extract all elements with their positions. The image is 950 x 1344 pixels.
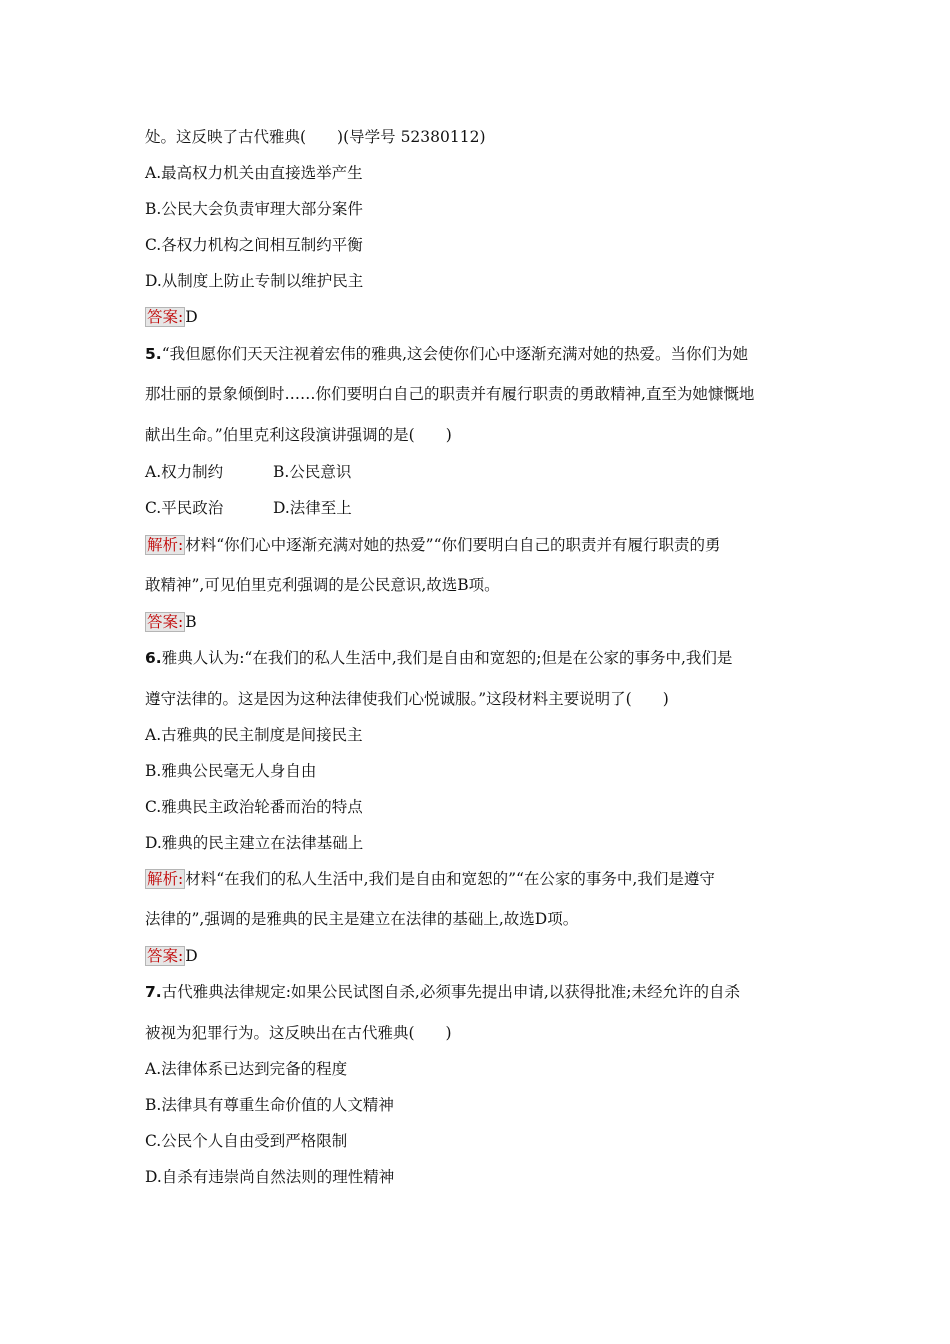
q5-options-row-1 [145,462,401,482]
q6-answer [145,946,198,966]
answer-value: D [185,947,198,965]
q5-option-c: C.平民政治 [145,499,224,517]
q5-option-b: B.公民意识 [273,463,352,481]
q7-stem-line-2: 被视为犯罪行为。这反映出在古代雅典( ) [145,1024,452,1042]
q5-stem-line-1: 5.“我但愿你们天天注视着宏伟的雅典,这会使你们心中逐渐充满对她的热爱。当你们为她 [145,345,749,363]
answer-value: D [185,308,198,326]
q7-option-d: D.自杀有违崇尚自然法则的理性精神 [145,1168,395,1186]
q7-option-c: C.公民个人自由受到严格限制 [145,1132,348,1150]
q5-option-a: A.权力制约 [145,463,224,481]
answer-label: 答案: [147,947,184,965]
q5-options-row-2 [145,498,401,518]
q4-option-c: C.各权力机构之间相互制约平衡 [145,236,363,254]
q4-option-a: A.最高权力机关由直接选举产生 [145,164,363,182]
q5-analysis-line-2: 敢精神”,可见伯里克利强调的是公民意识,故选B项。 [145,576,500,594]
answer-label: 答案: [147,308,184,326]
q6-stem-line-2: 遵守法律的。这是因为这种法律使我们心悦诚服。”这段材料主要说明了( ) [145,690,669,708]
q6-analysis-line-2: 法律的”,强调的是雅典的民主是建立在法律的基础上,故选D项。 [145,910,579,928]
question-number: 6. [145,649,162,667]
q7-option-a: A.法律体系已达到完备的程度 [145,1060,348,1078]
q5-stem-line-2: 那壮丽的景象倾倒时……你们要明白自己的职责并有履行职责的勇敢精神,直至为她慷慨地 [145,385,755,403]
q6-option-d: D.雅典的民主建立在法律基础上 [145,834,364,852]
q6-option-b: B.雅典公民毫无人身自由 [145,762,317,780]
q4-stem-tail: 处。这反映了古代雅典( )(导学号 52380112) [145,128,486,146]
analysis-label: 解析: [147,870,184,888]
question-number: 7. [145,983,162,1001]
q5-answer [145,612,197,632]
q5-analysis-line-1: 解析: 材料“你们心中逐渐充满对她的热爱”“你们要明白自己的职责并有履行职责的勇 [147,536,721,554]
q6-option-c: C.雅典民主政治轮番而治的特点 [145,798,363,816]
q5-option-d: D.法律至上 [273,499,352,517]
q6-option-a: A.古雅典的民主制度是间接民主 [145,726,363,744]
q5-stem-line-3: 献出生命。”伯里克利这段演讲强调的是( ) [145,426,452,444]
question-number: 5. [145,345,162,363]
q4-option-d: D.从制度上防止专制以维护民主 [145,272,364,290]
q6-analysis-line-1: 解析: 材料“在我们的私人生活中,我们是自由和宽恕的”“在公家的事务中,我们是遵守 [147,870,715,888]
q4-option-b: B.公民大会负责审理大部分案件 [145,200,363,218]
q6-stem-line-1: 6.雅典人认为:“在我们的私人生活中,我们是自由和宽恕的;但是在公家的事务中,我们是 [145,649,733,667]
q7-stem-line-1: 7.古代雅典法律规定:如果公民试图自杀,必须事先提出申请,以获得批准;未经允许的自杀 [145,983,740,1001]
q7-option-b: B.法律具有尊重生命价值的人文精神 [145,1096,394,1114]
q4-answer [145,307,198,327]
answer-value: B [185,613,197,631]
answer-label: 答案: [147,613,184,631]
analysis-label: 解析: [147,536,184,554]
